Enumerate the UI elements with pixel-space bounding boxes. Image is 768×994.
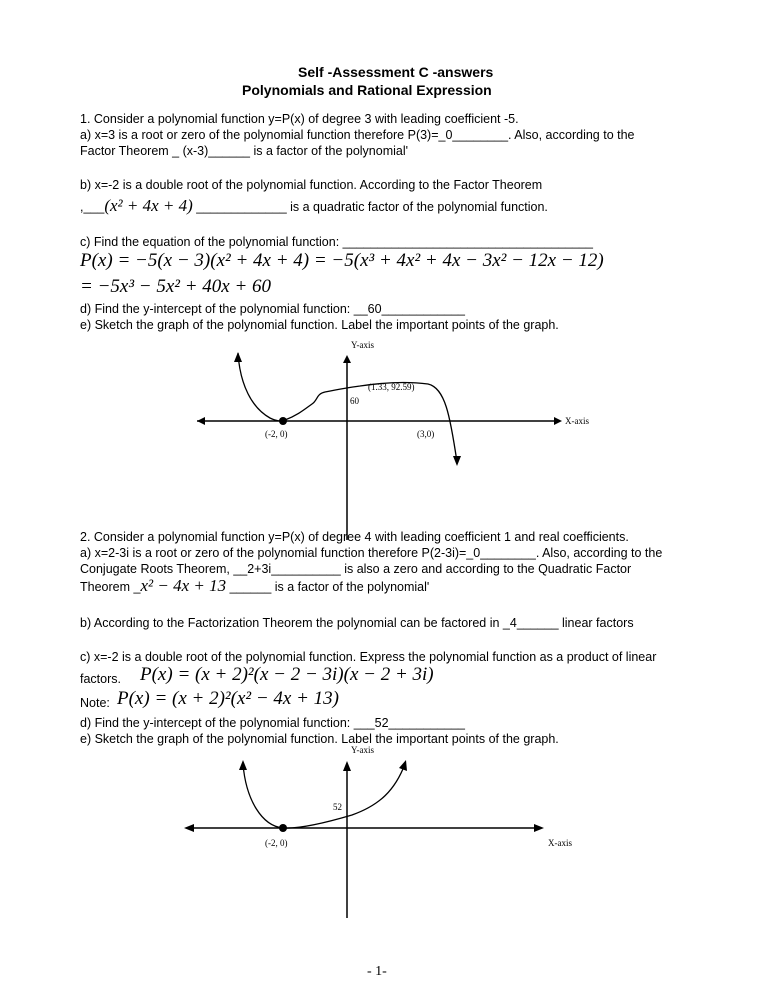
q2-e-line: e) Sketch the graph of the polynomial function. Label the important points of the graph. xyxy=(80,732,559,746)
q2-note-equation: P(x) = (x + 2)²(x² − 4x + 13) xyxy=(117,688,339,709)
q2-y-intercept-label: 52 xyxy=(333,802,342,812)
q1-d-line: d) Find the y-intercept of the polynomial function: __60____________ xyxy=(80,302,465,316)
q2-a-prefix: Theorem _ xyxy=(80,580,141,594)
q1-b-line1: b) x=-2 is a double root of the polynomial function. According to the Factor Theorem xyxy=(80,178,543,192)
q1-b-prefix: ,___ xyxy=(80,200,105,214)
q2-x-axis-label: X-axis xyxy=(548,838,572,848)
q2-b-line: b) According to the Factorization Theorem the polynomial can be factored in _4______ linear factors xyxy=(80,616,634,630)
page-number: - 1- xyxy=(367,964,387,979)
q2-curve xyxy=(243,764,405,828)
q1-b-suffix: _____________ is a quadratic factor of the polynomial function. xyxy=(192,200,548,214)
q2-note-label: Note: xyxy=(80,696,110,710)
q2-root-point xyxy=(279,824,287,832)
q1-intro: 1. Consider a polynomial function y=P(x) of degree 3 with leading coefficient -5. xyxy=(80,112,519,126)
q2-intro: 2. Consider a polynomial function y=P(x) of degree 4 with leading coefficient 1 and real coefficients. xyxy=(80,530,629,544)
q2-y-axis-arrow xyxy=(343,761,351,771)
q1-x-axis-label: X-axis xyxy=(565,416,589,426)
q2-a-quadratic-factor: x² − 4x + 13 xyxy=(140,576,227,595)
q1-a-line1: a) x=3 is a root or zero of the polynomial function therefore P(3)=_0________. Also, according to the xyxy=(80,128,635,142)
q1-root1-label: (-2, 0) xyxy=(265,429,288,439)
q1-c-equation1: P(x) = −5(x − 3)(x² + 4x + 4) = −5(x³ + 4x² + 4x − 3x² − 12x − 12) xyxy=(80,250,604,271)
q1-y-intercept-label: 60 xyxy=(350,396,359,406)
page-title: Self -Assessment C -answers xyxy=(298,64,494,80)
q2-a-line2: Conjugate Roots Theorem, __2+3i__________ is also a zero and according to the Quadratic Factor xyxy=(80,562,632,576)
q2-x-axis-right-arrow xyxy=(534,824,544,832)
q1-root2-label: (3,0) xyxy=(417,429,435,439)
q2-d-line: d) Find the y-intercept of the polynomial function: ___52___________ xyxy=(80,716,465,730)
q2-curve-right-arrow xyxy=(399,760,407,771)
q1-curve xyxy=(238,353,457,462)
q1-x-axis-left-arrow xyxy=(197,417,205,425)
page-subtitle: Polynomials and Rational Expression xyxy=(242,82,492,98)
q1-curve-bottom-arrow xyxy=(453,456,461,466)
q1-y-axis-label: Y-axis xyxy=(351,340,374,350)
q1-c-line: c) Find the equation of the polynomial function: ____________________________________ xyxy=(80,235,593,249)
q2-root-label: (-2, 0) xyxy=(265,838,288,848)
q2-curve-left-arrow xyxy=(239,760,247,770)
q1-a-line2: Factor Theorem _ (x-3)______ is a factor of the polynomial' xyxy=(80,144,409,158)
q2-a-line1: a) x=2-3i is a root or zero of the polynomial function therefore P(2-3i)=_0________. Also, according to the xyxy=(80,546,663,560)
q1-max-label: (1.33, 92.59) xyxy=(368,382,415,392)
q2-x-axis-left-arrow xyxy=(184,824,194,832)
q1-root-point xyxy=(279,417,287,425)
q1-c-equation2: = −5x³ − 5x² + 40x + 60 xyxy=(80,276,272,297)
q2-c-equation: P(x) = (x + 2)²(x − 2 − 3i)(x − 2 + 3i) xyxy=(140,664,434,685)
q2-c-line2: factors. xyxy=(80,672,121,686)
q2-a-suffix: ______ is a factor of the polynomial' xyxy=(226,580,430,594)
q2-y-axis-label: Y-axis xyxy=(351,745,374,755)
q1-e-line: e) Sketch the graph of the polynomial function. Label the important points of the graph. xyxy=(80,318,559,332)
q2-c-line1: c) x=-2 is a double root of the polynomial function. Express the polynomial function as a product of linear xyxy=(80,650,657,664)
q1-curve-top-arrow xyxy=(234,352,242,362)
q1-b-quadratic-factor: (x² + 4x + 4) xyxy=(104,196,193,215)
q2-a-line3 xyxy=(80,578,429,595)
q1-b-line2 xyxy=(80,198,548,215)
